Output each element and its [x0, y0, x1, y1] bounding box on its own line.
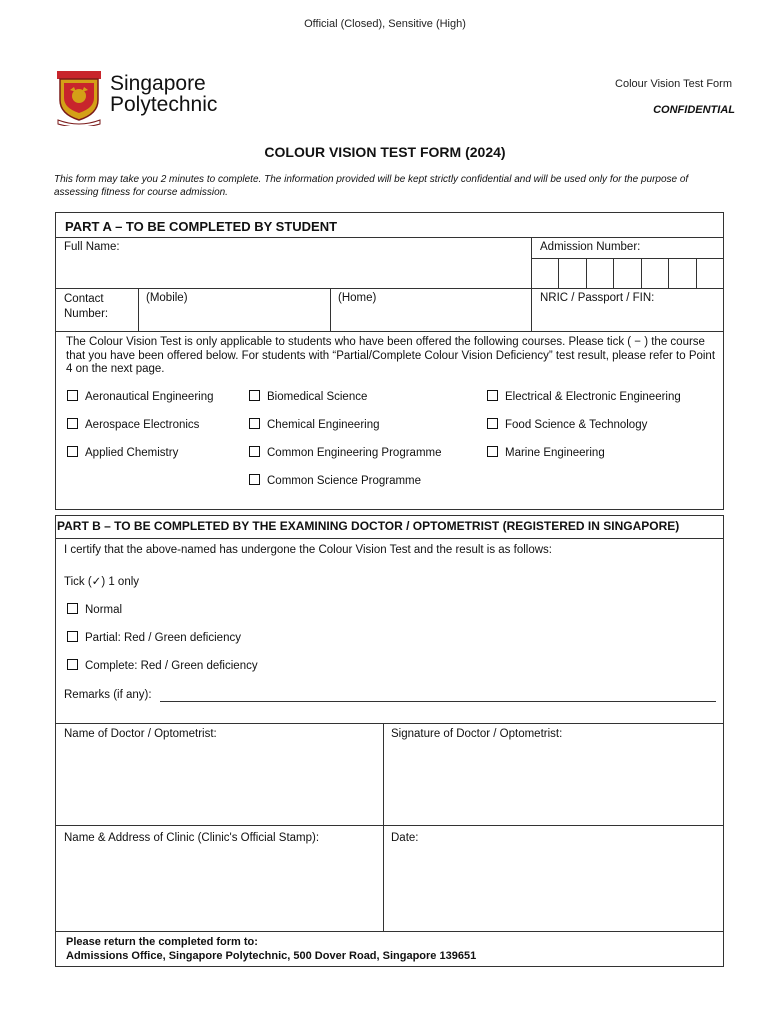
- clinic-stamp-field[interactable]: Name & Address of Clinic (Clinic's Official Stamp):: [64, 832, 320, 844]
- checkbox[interactable]: [487, 418, 498, 429]
- remarks-label: Remarks (if any):: [64, 689, 152, 701]
- return-line-1: Please return the completed form to:: [66, 936, 258, 948]
- part-b-heading: PART B – TO BE COMPLETED BY THE EXAMINING DOCTOR / OPTOMETRIST (REGISTERED IN SINGAPORE): [57, 519, 680, 533]
- full-name-field[interactable]: Full Name:: [64, 241, 120, 253]
- checkbox[interactable]: [487, 446, 498, 457]
- result-partial[interactable]: Partial: Red / Green deficiency: [67, 631, 241, 644]
- checkbox[interactable]: [249, 418, 260, 429]
- course-electrical-electronic-engineering[interactable]: Electrical & Electronic Engineering: [487, 390, 681, 403]
- checkbox[interactable]: [249, 390, 260, 401]
- course-instructions: The Colour Vision Test is only applicable to students who have been offered the following courses. Please tick ( − ) the course that you have been offered below. For students with “Partial/Complete Colour Vision Deficiency” test result, please refer to Point 4 on the next page.: [66, 336, 716, 375]
- certify-statement: I certify that the above-named has undergone the Colour Vision Test and the result is as follows:: [64, 544, 552, 556]
- checkbox[interactable]: [487, 390, 498, 401]
- singapore-polytechnic-crest-icon: [56, 70, 102, 131]
- tick-instruction: Tick (✓) 1 only: [64, 576, 140, 588]
- date-field[interactable]: Date:: [391, 832, 419, 844]
- brand-line-2: Polytechnic: [110, 93, 218, 116]
- checkbox[interactable]: [67, 603, 78, 614]
- checkbox[interactable]: [249, 446, 260, 457]
- classification-label: Official (Closed), Sensitive (High): [304, 18, 466, 30]
- checkbox[interactable]: [249, 474, 260, 485]
- confidential-label: CONFIDENTIAL: [653, 104, 735, 116]
- admission-number-boxes[interactable]: [531, 258, 724, 288]
- checkbox[interactable]: [67, 418, 78, 429]
- admission-number-label: Admission Number:: [540, 241, 641, 253]
- remarks-input-line[interactable]: [160, 701, 716, 702]
- course-chemical-engineering[interactable]: Chemical Engineering: [249, 418, 380, 431]
- result-normal[interactable]: Normal: [67, 603, 122, 616]
- brand-line-1: Singapore: [110, 72, 206, 95]
- home-phone-field[interactable]: (Home): [338, 292, 377, 304]
- result-complete[interactable]: Complete: Red / Green deficiency: [67, 659, 258, 672]
- checkbox[interactable]: [67, 659, 78, 670]
- course-food-science-technology[interactable]: Food Science & Technology: [487, 418, 647, 431]
- intro-text: This form may take you 2 minutes to complete. The information provided will be kept strictly confidential and will be used only for the purpose of assessing fitness for course admission.: [54, 174, 689, 198]
- brand-name: [110, 73, 217, 115]
- contact-number-label: Contact Number:: [64, 293, 109, 320]
- course-aeronautical-engineering[interactable]: Aeronautical Engineering: [67, 390, 214, 403]
- form-title: COLOUR VISION TEST FORM (2024): [264, 144, 506, 160]
- nric-field[interactable]: NRIC / Passport / FIN:: [540, 292, 655, 304]
- return-line-2: Admissions Office, Singapore Polytechnic, 500 Dover Road, Singapore 139651: [66, 949, 477, 962]
- checkbox[interactable]: [67, 390, 78, 401]
- course-aerospace-electronics[interactable]: Aerospace Electronics: [67, 418, 199, 431]
- document-reference: Colour Vision Test Form: [615, 78, 732, 90]
- doctor-name-field[interactable]: Name of Doctor / Optometrist:: [64, 728, 217, 740]
- course-common-science-programme[interactable]: Common Science Programme: [249, 474, 421, 487]
- course-common-engineering-programme[interactable]: Common Engineering Programme: [249, 446, 442, 459]
- mobile-field[interactable]: (Mobile): [146, 292, 188, 304]
- doctor-signature-field[interactable]: Signature of Doctor / Optometrist:: [391, 728, 563, 740]
- return-instructions: [66, 936, 476, 963]
- course-biomedical-science[interactable]: Biomedical Science: [249, 390, 367, 403]
- checkbox[interactable]: [67, 446, 78, 457]
- course-applied-chemistry[interactable]: Applied Chemistry: [67, 446, 178, 459]
- part-a-heading: PART A – TO BE COMPLETED BY STUDENT: [65, 219, 338, 234]
- part-b-section: [55, 515, 724, 967]
- checkbox[interactable]: [67, 631, 78, 642]
- course-marine-engineering[interactable]: Marine Engineering: [487, 446, 605, 459]
